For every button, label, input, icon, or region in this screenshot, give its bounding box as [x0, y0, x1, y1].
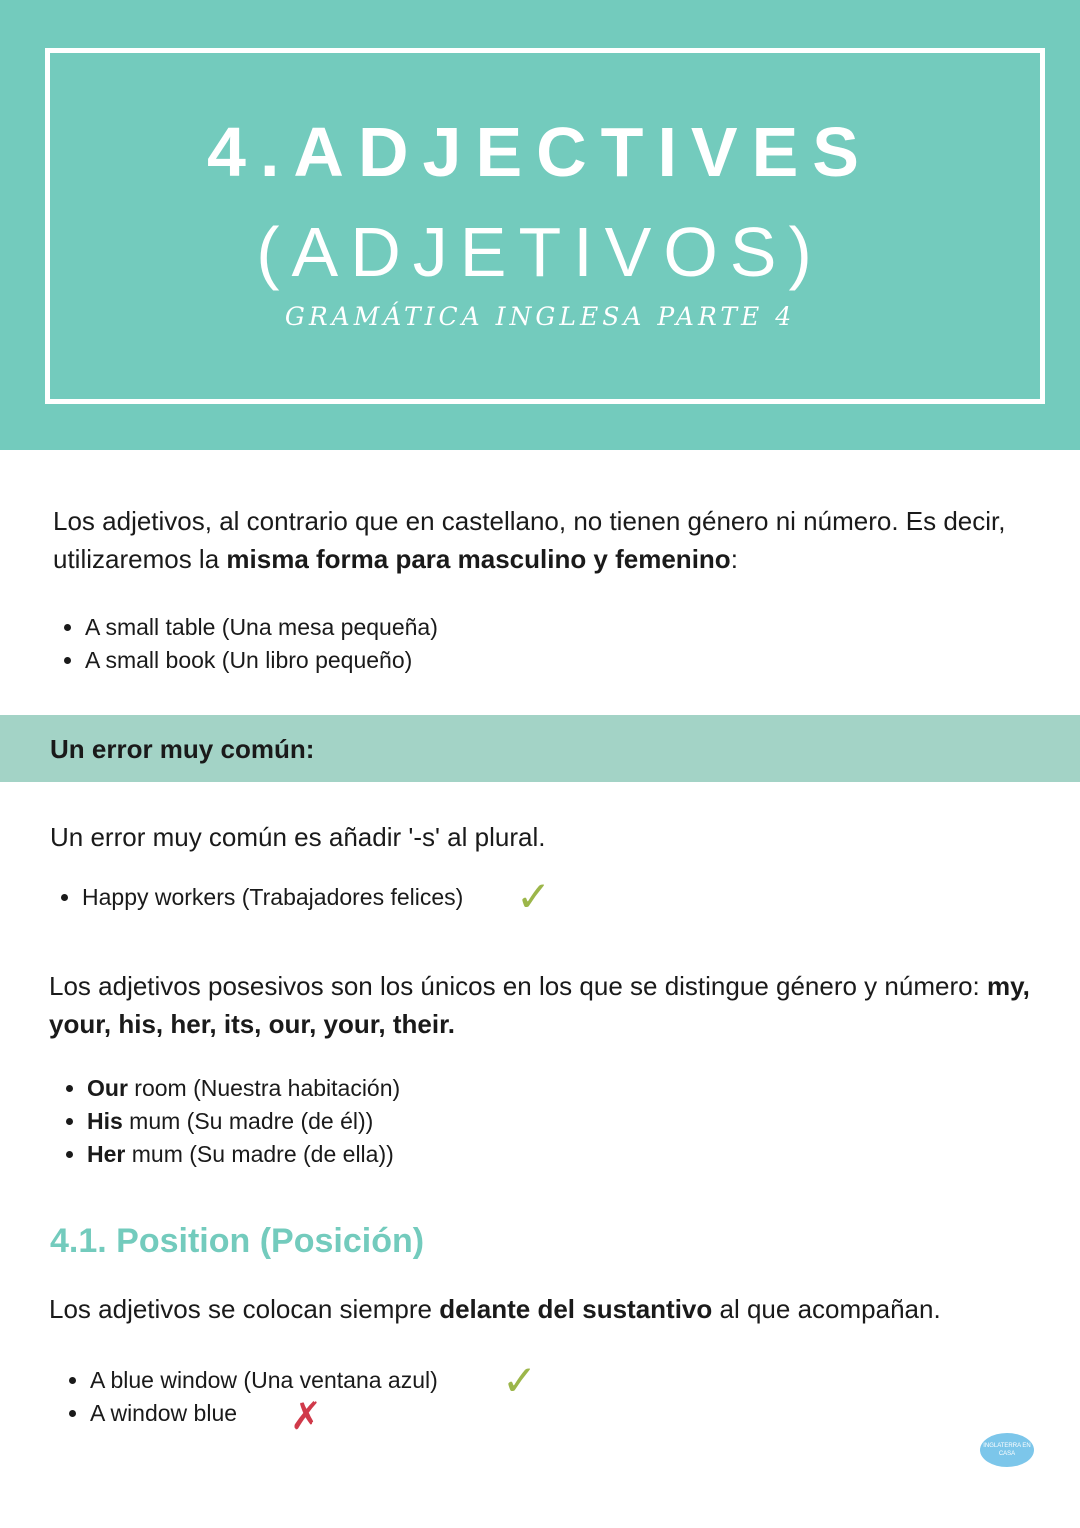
- intro-list: [55, 611, 438, 677]
- list-item: • His mum (Su madre (de él)): [87, 1105, 400, 1138]
- section-band: [0, 715, 1080, 782]
- list-item: • Happy workers (Trabajadores felices): [82, 881, 463, 914]
- position-paragraph: Los adjetivos se colocan siempre delante del sustantivo al que acompañan.: [49, 1294, 941, 1324]
- list-item: • Our room (Nuestra habitación): [87, 1072, 400, 1105]
- possessive-list: [57, 1072, 400, 1171]
- title-banner: [0, 0, 1080, 450]
- error-list: [52, 881, 463, 914]
- cross-icon: ✗: [290, 1396, 322, 1438]
- list-item: • A window blue: [90, 1397, 438, 1430]
- error-paragraph: Un error muy común es añadir '-s' al plural.: [50, 822, 546, 852]
- list-item: • A blue window (Una ventana azul): [90, 1364, 438, 1397]
- list-item: • A small table (Una mesa pequeña): [85, 611, 438, 644]
- band-heading: Un error muy común:: [50, 734, 315, 764]
- list-item: • Her mum (Su madre (de ella)): [87, 1138, 400, 1171]
- intro-paragraph: Los adjetivos, al contrario que en castellano, no tienen género ni número. Es decir, utilizaremos la misma forma para masculino y femenino:: [53, 506, 1006, 574]
- section-heading: 4.1. Position (Posición): [50, 1222, 425, 1260]
- check-icon: ✓: [516, 873, 552, 920]
- possessive-paragraph: Los adjetivos posesivos son los únicos en los que se distingue género y número: my, your, his, her, its, our, your, their.: [49, 971, 1030, 1039]
- list-item: • A small book (Un libro pequeño): [85, 644, 438, 677]
- check-icon: ✓: [502, 1357, 538, 1404]
- logo: INGLATERRA EN CASA: [980, 1433, 1034, 1467]
- subtitle: GRAMÁTICA INGLESA PARTE 4: [284, 302, 796, 331]
- position-list: [60, 1364, 438, 1430]
- title-spanish: (ADJETIVOS): [256, 213, 824, 291]
- title: 4.ADJECTIVES: [207, 113, 873, 191]
